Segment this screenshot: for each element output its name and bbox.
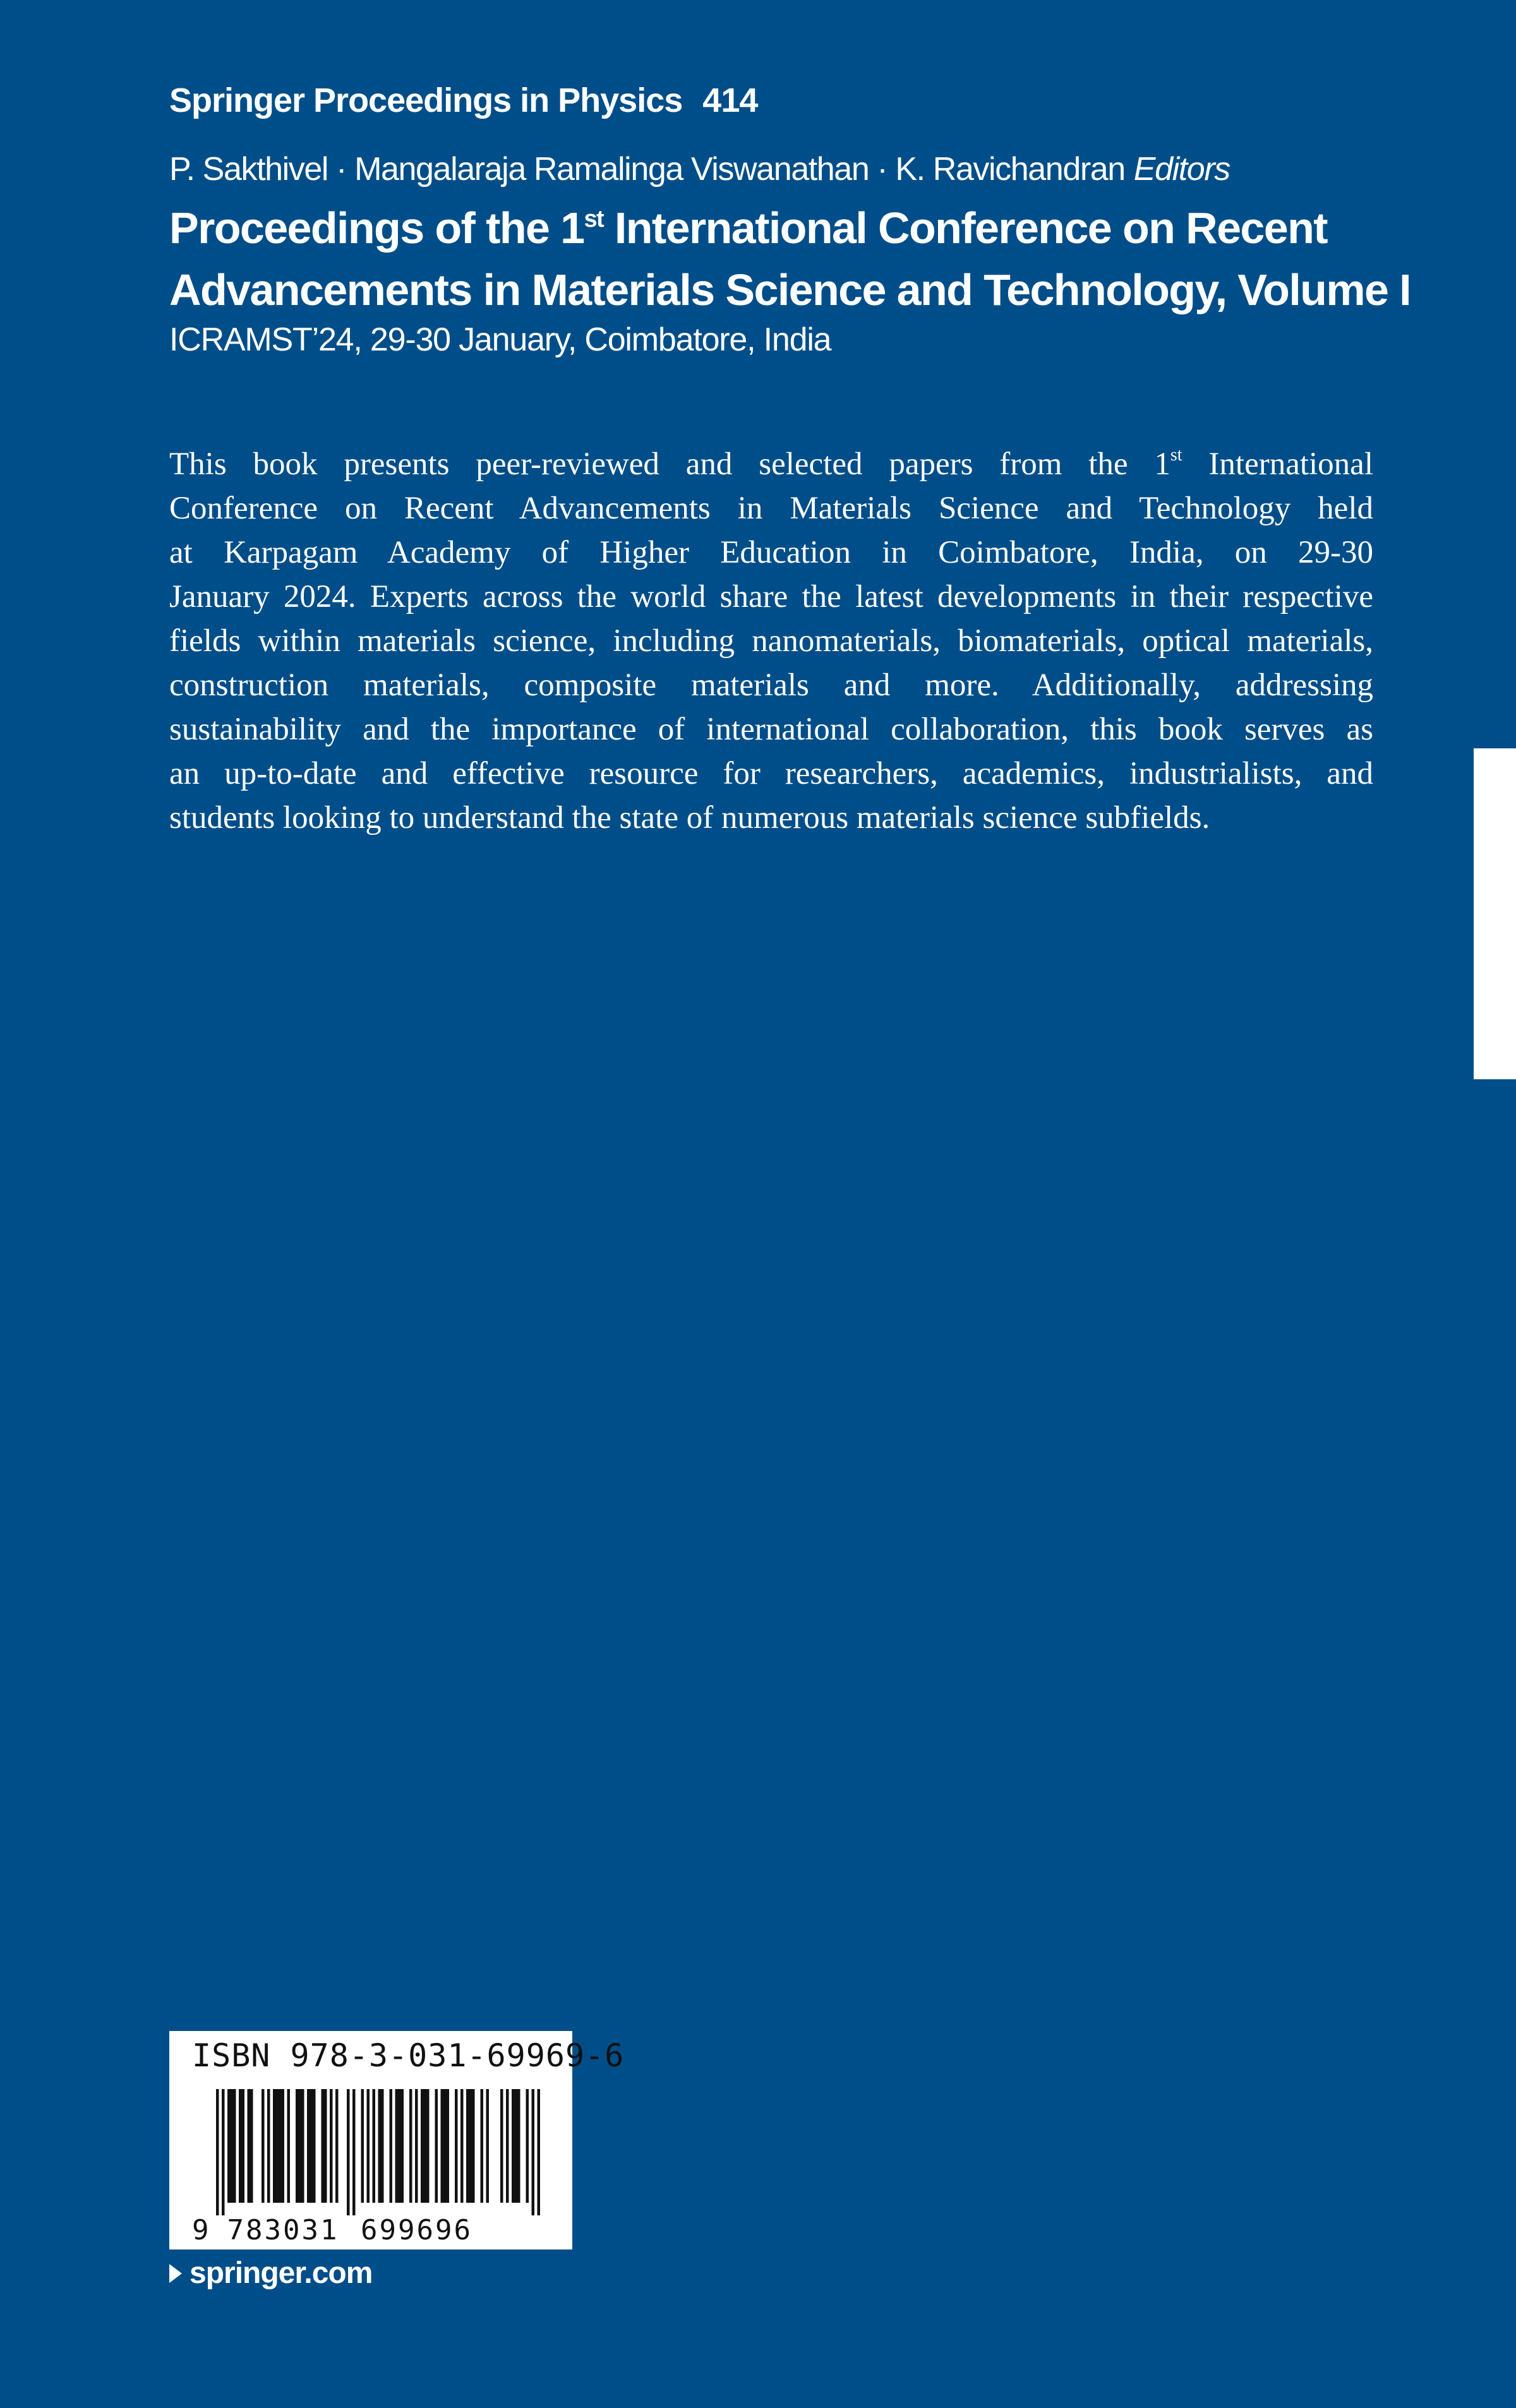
barcode-bar xyxy=(526,2089,529,2203)
barcode-bar xyxy=(287,2089,291,2203)
barcode-bar xyxy=(307,2089,316,2203)
barcode-bar xyxy=(435,2089,438,2203)
book-title xyxy=(169,197,1411,321)
description-line-2: Conference on Recent Advancements in Materials Science and Technology held xyxy=(169,491,1373,526)
barcode-guard-bar xyxy=(532,2089,535,2215)
arrow-right-icon xyxy=(169,2264,182,2283)
barcode-bar xyxy=(390,2089,393,2203)
isbn-barcode-box xyxy=(169,2031,625,2249)
title-line-1-end: International Conference on Recent xyxy=(603,203,1327,253)
barcode-bar xyxy=(267,2089,270,2203)
editors-role: Editors xyxy=(1133,151,1230,188)
barcode-bar xyxy=(421,2089,430,2203)
barcode-digits-left: 783031 xyxy=(227,2214,339,2246)
barcode-bar xyxy=(506,2089,509,2203)
barcode-digits-right: 699696 xyxy=(361,2214,472,2246)
description-line-1-start: This book presents peer-reviewed and selected papers from the 1 xyxy=(169,446,1170,482)
barcode-bar xyxy=(441,2089,450,2203)
description-line-6: construction materials, composite materials and more. Additionally, addressing xyxy=(169,668,1373,703)
book-description xyxy=(169,442,1373,840)
barcode-guard-bar xyxy=(538,2089,541,2215)
barcode-bar xyxy=(415,2089,418,2203)
description-line-3: at Karpagam Academy of Higher Education in Coimbatore, India, on 29-30 xyxy=(169,535,1373,570)
barcode-bar xyxy=(239,2089,244,2203)
barcode-bar xyxy=(248,2089,253,2203)
series-line xyxy=(169,81,757,120)
barcode-bar xyxy=(273,2089,284,2203)
description-line-8: an up-to-date and effective resource for researchers, academics, industrialists, and xyxy=(169,756,1373,791)
barcode-bar xyxy=(395,2089,404,2203)
editors-line xyxy=(169,150,1230,188)
conference-subtitle: ICRAMST’24, 29-30 January, Coimbatore, India xyxy=(169,321,831,358)
title-ordinal-suffix: st xyxy=(584,206,604,232)
barcode-bar xyxy=(262,2089,265,2203)
barcode-guard-bar xyxy=(347,2089,350,2215)
description-line-4: January 2024. Experts across the world share the latest developments in their respective xyxy=(169,579,1373,614)
barcode-bar xyxy=(296,2089,304,2203)
barcode-bar xyxy=(378,2089,384,2203)
barcode-bar xyxy=(460,2089,464,2203)
barcode-bar xyxy=(335,2089,339,2203)
title-line-1 xyxy=(169,197,1369,259)
barcode-bar xyxy=(486,2089,490,2203)
series-name: Springer Proceedings in Physics xyxy=(169,81,683,119)
barcode-bar xyxy=(367,2089,370,2203)
barcode-graphic xyxy=(169,2031,572,2249)
description-ordinal-suffix: st xyxy=(1170,445,1182,465)
description-line-5: fields within materials science, including nanomaterials, biomaterials, optical materials, xyxy=(169,623,1373,659)
barcode-bar xyxy=(481,2089,484,2203)
barcode-bar xyxy=(500,2089,503,2203)
barcode-digit-first: 9 xyxy=(192,2214,211,2246)
barcode-bar xyxy=(361,2089,364,2203)
editor-names: P. Sakthivel · Mangalaraja Ramalinga Viswanathan · K. Ravichandran xyxy=(169,151,1125,188)
barcode-bar xyxy=(466,2089,475,2203)
barcode-bar xyxy=(455,2089,458,2203)
title-line-1-start: Proceedings of the 1 xyxy=(169,203,584,253)
barcode-bar xyxy=(330,2089,333,2203)
spine-edge-tab xyxy=(1474,748,1516,1079)
description-line-1-end: International xyxy=(1182,446,1373,482)
barcode-guard-bar xyxy=(222,2089,225,2215)
barcode-bar xyxy=(409,2089,412,2203)
barcode-bar xyxy=(227,2089,236,2203)
barcode-guard-bar xyxy=(216,2089,219,2215)
barcode-bar xyxy=(322,2089,327,2203)
barcode-bar xyxy=(373,2089,376,2203)
isbn-label: ISBN 978-3-031-69969-6 xyxy=(192,2037,625,2074)
description-line-9: students looking to understand the state of numerous materials science subfields. xyxy=(169,800,1210,836)
publisher-website-link[interactable] xyxy=(169,2256,372,2291)
title-line-2: Advancements in Materials Science and Technology, Volume I xyxy=(169,265,1411,314)
publisher-website-text: springer.com xyxy=(190,2256,373,2290)
description-line-1 xyxy=(169,442,1373,486)
barcode-bar xyxy=(512,2089,520,2203)
barcode-guard-bar xyxy=(352,2089,356,2215)
series-number: 414 xyxy=(702,81,758,119)
description-line-7: sustainability and the importance of international collaboration, this book serves as xyxy=(169,712,1373,747)
